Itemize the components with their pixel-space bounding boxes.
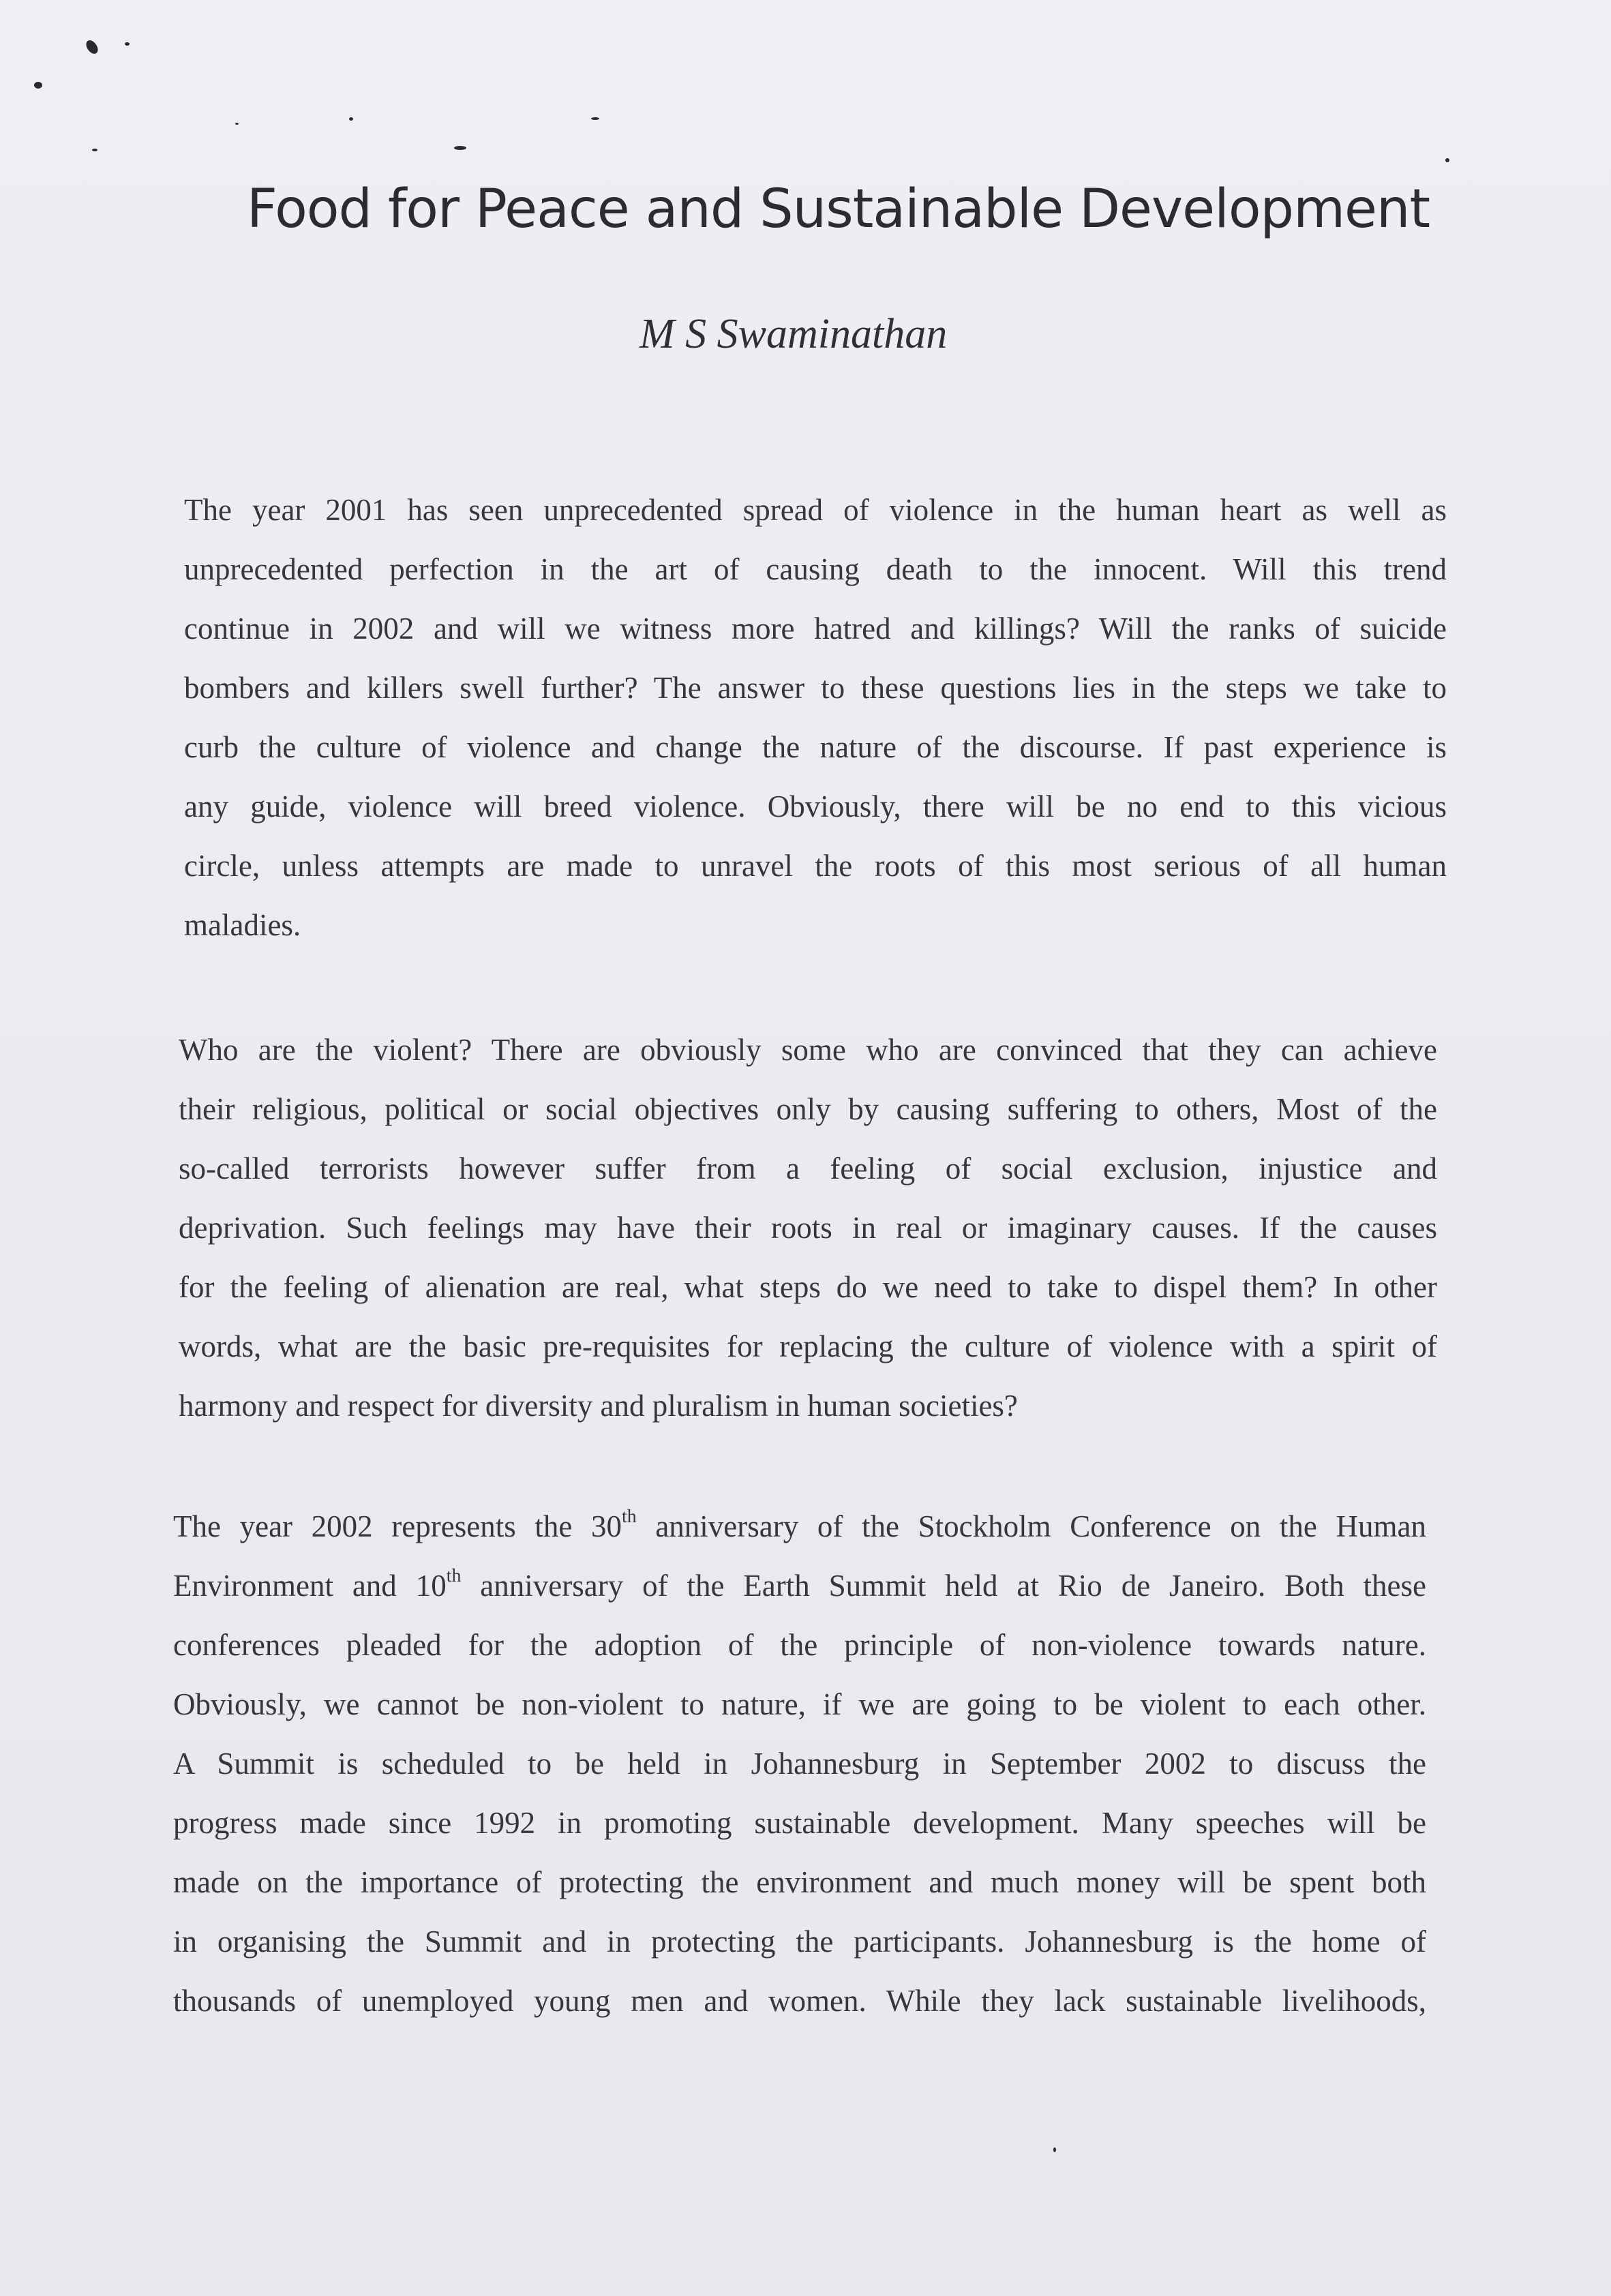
text-line: thousands of unemployed young men and women. While they lack sustainable livelihoods, [173, 1984, 1426, 2018]
text-line: maladies. [184, 908, 301, 942]
text-line: continue in 2002 and will we witness more hatred and killings? Will the ranks of suicide [184, 611, 1447, 646]
text-line: their religious, political or social objectives only by causing suffering to others, Most of the [179, 1092, 1437, 1126]
text-line: curb the culture of violence and change the nature of the discourse. If past experience is [184, 730, 1447, 764]
paragraph-1 [184, 481, 1447, 955]
text-line: words, what are the basic pre-requisites for replacing the culture of violence with a spirit of [179, 1329, 1437, 1363]
ordinal-suffix: th [621, 1506, 637, 1528]
text-line: so-called terrorists however suffer from a feeling of social exclusion, injustice and [179, 1151, 1437, 1185]
text-line: made on the importance of protecting the environment and much money will be spent both [173, 1865, 1426, 1899]
scan-speck [84, 38, 100, 56]
scan-speck [1053, 2147, 1056, 2152]
scan-speck [92, 149, 97, 151]
scan-speck [454, 146, 466, 150]
line-text: The year 2002 represents the 30 [173, 1509, 622, 1543]
text-line: The year 2001 has seen unprecedented spread of violence in the human heart as well as [184, 493, 1447, 527]
text-line: progress made since 1992 in promoting sustainable development. Many speeches will be [173, 1806, 1426, 1840]
text-line: A Summit is scheduled to be held in Johannesburg in September 2002 to discuss the [173, 1747, 1426, 1781]
text-line: deprivation. Such feelings may have their roots in real or imaginary causes. If the causes [179, 1211, 1437, 1245]
scan-speck [1445, 158, 1449, 162]
page-title: Food for Peace and Sustainable Development [247, 179, 1430, 240]
paragraph-3 [173, 1497, 1426, 2031]
line-text: anniversary of the Stockholm Conference on the Human [636, 1509, 1426, 1543]
text-line [173, 1556, 1426, 1616]
text-line: unprecedented perfection in the art of causing death to the innocent. Will this trend [184, 552, 1447, 586]
text-line: bombers and killers swell further? The answer to these questions lies in the steps we take to [184, 671, 1447, 705]
text-line: conferences pleaded for the adoption of the principle of non-violence towards nature. [173, 1628, 1426, 1662]
paragraph-2 [179, 1021, 1437, 1436]
text-line [173, 1497, 1426, 1556]
text-line: for the feeling of alienation are real, what steps do we need to take to dispel them? In other [179, 1270, 1437, 1304]
scan-speck [125, 42, 130, 46]
text-line: circle, unless attempts are made to unravel the roots of this most serious of all human [184, 849, 1447, 883]
author-name: M S Swaminathan [639, 311, 948, 357]
line-text: anniversary of the Earth Summit held at Rio de Janeiro. Both these [461, 1569, 1426, 1603]
ordinal-suffix: th [446, 1565, 462, 1587]
scan-speck [34, 82, 42, 89]
scan-speck [349, 117, 353, 121]
text-line: harmony and respect for diversity and pluralism in human societies? [179, 1389, 1018, 1423]
text-line: any guide, violence will breed violence. Obviously, there will be no end to this vicious [184, 789, 1447, 824]
text-line: Who are the violent? There are obviously some who are convinced that they can achieve [179, 1033, 1437, 1067]
text-line: in organising the Summit and in protecting the participants. Johannesburg is the home of [173, 1924, 1426, 1959]
scan-speck [591, 117, 599, 120]
text-line: Obviously, we cannot be non-violent to nature, if we are going to be violent to each other. [173, 1687, 1426, 1721]
line-text: Environment and 10 [173, 1569, 447, 1603]
scan-speck [235, 123, 239, 125]
